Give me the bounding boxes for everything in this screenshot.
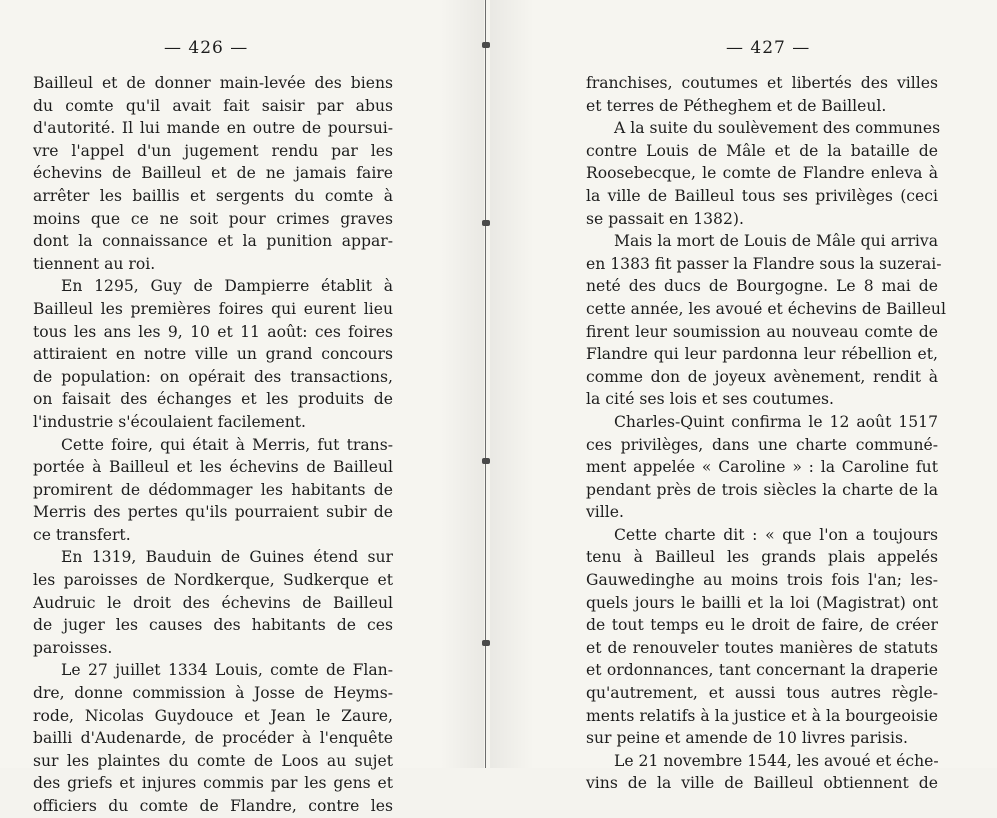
text-line: contre Louis de Mâle et de la bataille de (586, 141, 938, 160)
right-page (488, 0, 997, 793)
text-line: de population: on opérait des transactions, (33, 367, 393, 386)
text-line: se passait en 1382). (586, 209, 744, 228)
text-line: firent leur soumission au nouveau comte de (586, 322, 938, 341)
left-page-number: — 426 — (164, 38, 249, 58)
text-line: En 1295, Guy de Dampierre établit à (61, 277, 393, 296)
text-line: la cité ses lois et ses coutumes. (586, 390, 835, 409)
text-line: les paroisses de Nordkerque, Sudkerque et (33, 571, 393, 590)
text-line: pendant près de trois siècles la charte de la (586, 480, 938, 499)
text-line: rode, Nicolas Guydouce et Jean le Zaure, (33, 706, 393, 725)
text-line: et ordonnances, tant concernant la draperie (586, 661, 938, 680)
text-line: vre l'appel d'un jugement rendu par les (33, 141, 393, 160)
text-line: Bailleul et de donner main-levée des biens (33, 74, 393, 92)
text-line: comme don de joyeux avènement, rendit à (586, 367, 938, 386)
text-line: Audruic le droit des échevins de Bailleul (33, 593, 393, 612)
right-page-number: — 427 — (726, 38, 811, 58)
text-line: en 1383 fit passer la Flandre sous la suzerai- (586, 254, 942, 273)
text-line: échevins de Bailleul et de ne jamais faire (33, 164, 393, 183)
text-line: Merris des pertes qu'ils pourraient subir de (33, 503, 393, 522)
text-line: Bailleul les premières foires qui eurent lieu (33, 299, 393, 318)
text-line: on faisait des échanges et les produits de (33, 390, 393, 409)
text-line: sur peine et amende de 10 livres parisis. (586, 729, 908, 748)
text-line: attiraient en notre ville un grand concours (33, 345, 393, 364)
text-line: tiennent au roi. (33, 254, 156, 273)
text-line: dont la connaissance et la punition appar- (33, 232, 393, 251)
text-line: quels jours le bailli et la loi (Magistrat) ont (586, 593, 938, 612)
text-line: cette année, les avoué et échevins de Bailleul (586, 299, 946, 318)
text-line: Mais la mort de Louis de Mâle qui arriva (614, 232, 938, 251)
text-line: sur les plaintes du comte de Loos au sujet (33, 751, 393, 770)
text-line: arrêter les baillis et sergents du comte à (33, 186, 393, 205)
text-line: Le 21 novembre 1544, les avoué et éche- (614, 751, 939, 770)
text-line: ville. (586, 503, 624, 522)
text-line: bailli d'Audenarde, de procéder à l'enquête (33, 729, 393, 748)
text-line: Charles-Quint confirma le 12 août 1517 (614, 412, 938, 431)
text-line: ments relatifs à la justice et à la bourgeoisie (586, 706, 938, 725)
text-line: franchises, coutumes et libertés des villes (586, 74, 938, 92)
text-line: la ville de Bailleul tous ses privilèges (ceci (586, 186, 938, 205)
text-line: paroisses. (33, 638, 113, 657)
text-line: ce transfert. (33, 525, 131, 544)
text-line: et de renouveler toutes manières de statuts (586, 638, 938, 657)
text-line: Le 27 juillet 1334 Louis, comte de Flan- (61, 661, 393, 680)
text-line: Gauwedinghe au moins trois fois l'an; les- (586, 571, 938, 590)
text-line: officiers du comte de Flandre, contre les (33, 797, 393, 815)
text-line: et terres de Pétheghem et de Bailleul. (586, 96, 887, 115)
text-line: de tout temps eu le droit de faire, de créer (586, 616, 938, 635)
text-line: des griefs et injures commis par les gens et (33, 774, 393, 793)
text-line: neté des ducs de Bourgogne. Le 8 mai de (586, 277, 938, 296)
text-line: A la suite du soulèvement des communes (614, 119, 941, 138)
text-line: vins de la ville de Bailleul obtiennent de (586, 774, 938, 793)
text-line: Cette foire, qui était à Merris, fut trans- (61, 435, 393, 454)
text-line: ment appelée « Caroline » : la Caroline fut (586, 458, 938, 477)
text-line: du comte qu'il avait fait saisir par abus (33, 96, 393, 115)
text-line: portée à Bailleul et les échevins de Bailleul (33, 458, 393, 477)
text-line: Cette charte dit : « que l'on a toujours (614, 525, 938, 544)
text-line: l'industrie s'écoulaient facilement. (33, 412, 306, 431)
text-line: qu'autrement, et aussi tous autres règle- (586, 684, 938, 703)
text-line: dre, donne commission à Josse de Heyms- (33, 684, 393, 703)
left-page-text (33, 72, 393, 818)
text-line: ces privilèges, dans une charte communé- (586, 435, 938, 454)
text-line: promirent de dédommager les habitants de (33, 480, 393, 499)
text-line: de juger les causes des habitants de ces (33, 616, 393, 635)
text-line: tenu à Bailleul les grands plais appelés (586, 548, 938, 567)
text-line: d'autorité. Il lui mande en outre de poursui- (33, 119, 393, 138)
text-line: En 1319, Bauduin de Guines étend sur (61, 548, 393, 567)
right-page-text (586, 72, 946, 795)
text-line: moins que ce ne soit pour crimes graves (33, 209, 393, 228)
text-line: tous les ans les 9, 10 et 11 août: ces foires (33, 322, 393, 341)
text-line: Flandre qui leur pardonna leur rébellion et, (586, 345, 938, 364)
left-page (0, 0, 484, 815)
gutter-fold-line (485, 0, 486, 768)
text-line: Roosebecque, le comte de Flandre enleva à (586, 164, 938, 183)
